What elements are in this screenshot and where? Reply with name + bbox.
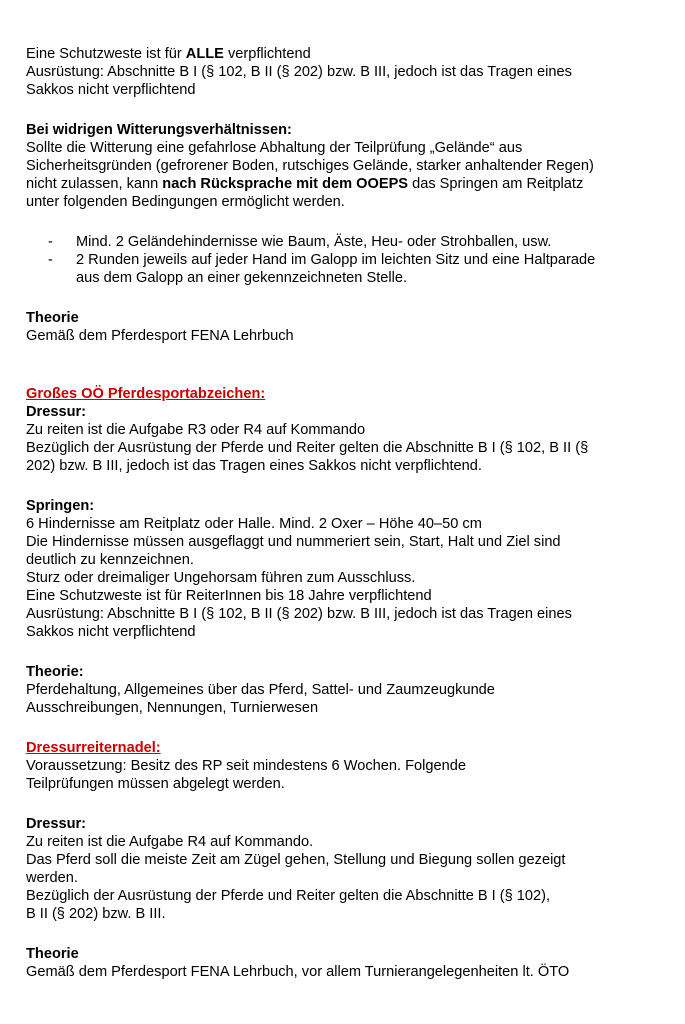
theory-line-1: Pferdehaltung, Allgemeines über das Pferd, Sattel- und Zaumzeugkunde <box>26 682 495 698</box>
springen-heading: Springen: <box>26 498 95 514</box>
theory-line-2: Ausschreibungen, Nennungen, Turnierwesen <box>26 700 319 716</box>
nadel-dressur-line-4: Bezüglich der Ausrüstung der Pferde und Reiter gelten die Abschnitte B I (§ 102), <box>26 888 551 904</box>
bullet-marker: - <box>48 234 53 250</box>
dressur-heading: Dressur: <box>26 404 87 420</box>
springen-line-2: Die Hindernisse müssen ausgeflaggt und nummeriert sein, Start, Halt und Ziel sind <box>26 534 561 550</box>
theory-heading: Theorie <box>26 310 79 326</box>
springen-line-6: Ausrüstung: Abschnitte B I (§ 102, B II (§ 202) bzw. B III, jedoch ist das Tragen eines <box>26 606 572 622</box>
dressur-line-2: Bezüglich der Ausrüstung der Pferde und Reiter gelten die Abschnitte B I (§ 102, B II (§ <box>26 440 589 456</box>
weather-line-1: Sollte die Witterung eine gefahrlose Abhaltung der Teilprüfung „Gelände“ aus <box>26 140 523 156</box>
dressur-line-1: Zu reiten ist die Aufgabe R3 oder R4 auf Kommando <box>26 422 366 438</box>
nadel-dressur-line-5: B II (§ 202) bzw. B III. <box>26 906 166 922</box>
weather-line-3-bold: nach Rücksprache mit dem OOEPS <box>162 176 409 192</box>
nadel-line-1: Voraussetzung: Besitz des RP seit mindestens 6 Wochen. Folgende <box>26 758 466 774</box>
nadel-dressur-line-2: Das Pferd soll die meiste Zeit am Zügel gehen, Stellung und Biegung sollen gezeigt <box>26 852 566 868</box>
theory-text: Gemäß dem Pferdesport FENA Lehrbuch <box>26 328 294 344</box>
bullet-item-2-cont: aus dem Galopp an einer gekennzeichneten Stelle. <box>76 270 408 286</box>
bullet-item-1: Mind. 2 Geländehindernisse wie Baum, Äste, Heu- oder Strohballen, usw. <box>76 234 552 250</box>
section-title-nadel: Dressurreiternadel: <box>26 740 161 756</box>
springen-line-3: deutlich zu kennzeichnen. <box>26 552 194 568</box>
weather-line-3-post: das Springen am Reitplatz <box>408 176 584 192</box>
equipment-line-1: Ausrüstung: Abschnitte B I (§ 102, B II (§ 202) bzw. B III, jedoch ist das Tragen eines <box>26 64 572 80</box>
springen-line-5: Eine Schutzweste ist für ReiterInnen bis 18 Jahre verpflichtend <box>26 588 432 604</box>
weather-line-2: Sicherheitsgründen (gefrorener Boden, rutschiges Gelände, starker anhaltender Regen) <box>26 158 594 174</box>
nadel-dressur-line-3: werden. <box>26 870 78 886</box>
weather-line-4: unter folgenden Bedingungen ermöglicht werden. <box>26 194 345 210</box>
nadel-theory-line: Gemäß dem Pferdesport FENA Lehrbuch, vor allem Turnierangelegenheiten lt. ÖTO <box>26 964 570 980</box>
weather-line-3-pre: nicht zulassen, kann <box>26 176 163 192</box>
equipment-line-2: Sakkos nicht verpflichtend <box>26 82 196 98</box>
theory-heading: Theorie: <box>26 664 84 680</box>
bullet-marker: - <box>48 252 53 268</box>
vest-line <box>26 45 311 63</box>
springen-line-7: Sakkos nicht verpflichtend <box>26 624 196 640</box>
weather-heading: Bei widrigen Witterungsverhältnissen: <box>26 122 292 138</box>
vest-bold: ALLE <box>185 46 224 62</box>
section-title-grosses: Großes OÖ Pferdesportabzeichen: <box>26 386 266 402</box>
bullet-item-2: 2 Runden jeweils auf jeder Hand im Galopp im leichten Sitz und eine Haltparade <box>76 252 596 268</box>
nadel-line-2: Teilprüfungen müssen abgelegt werden. <box>26 776 285 792</box>
springen-line-1: 6 Hindernisse am Reitplatz oder Halle. Mind. 2 Oxer – Höhe 40–50 cm <box>26 516 482 532</box>
theory-heading: Theorie <box>26 946 79 962</box>
weather-line-3 <box>26 175 583 193</box>
vest-text-end: verpflichtend <box>223 46 311 62</box>
dressur-heading: Dressur: <box>26 816 87 832</box>
dressur-line-3: 202) bzw. B III, jedoch ist das Tragen eines Sakkos nicht verpflichtend. <box>26 458 482 474</box>
vest-text: Eine Schutzweste ist für <box>26 46 186 62</box>
nadel-dressur-line-1: Zu reiten ist die Aufgabe R4 auf Kommando. <box>26 834 314 850</box>
springen-line-4: Sturz oder dreimaliger Ungehorsam führen zum Ausschluss. <box>26 570 416 586</box>
